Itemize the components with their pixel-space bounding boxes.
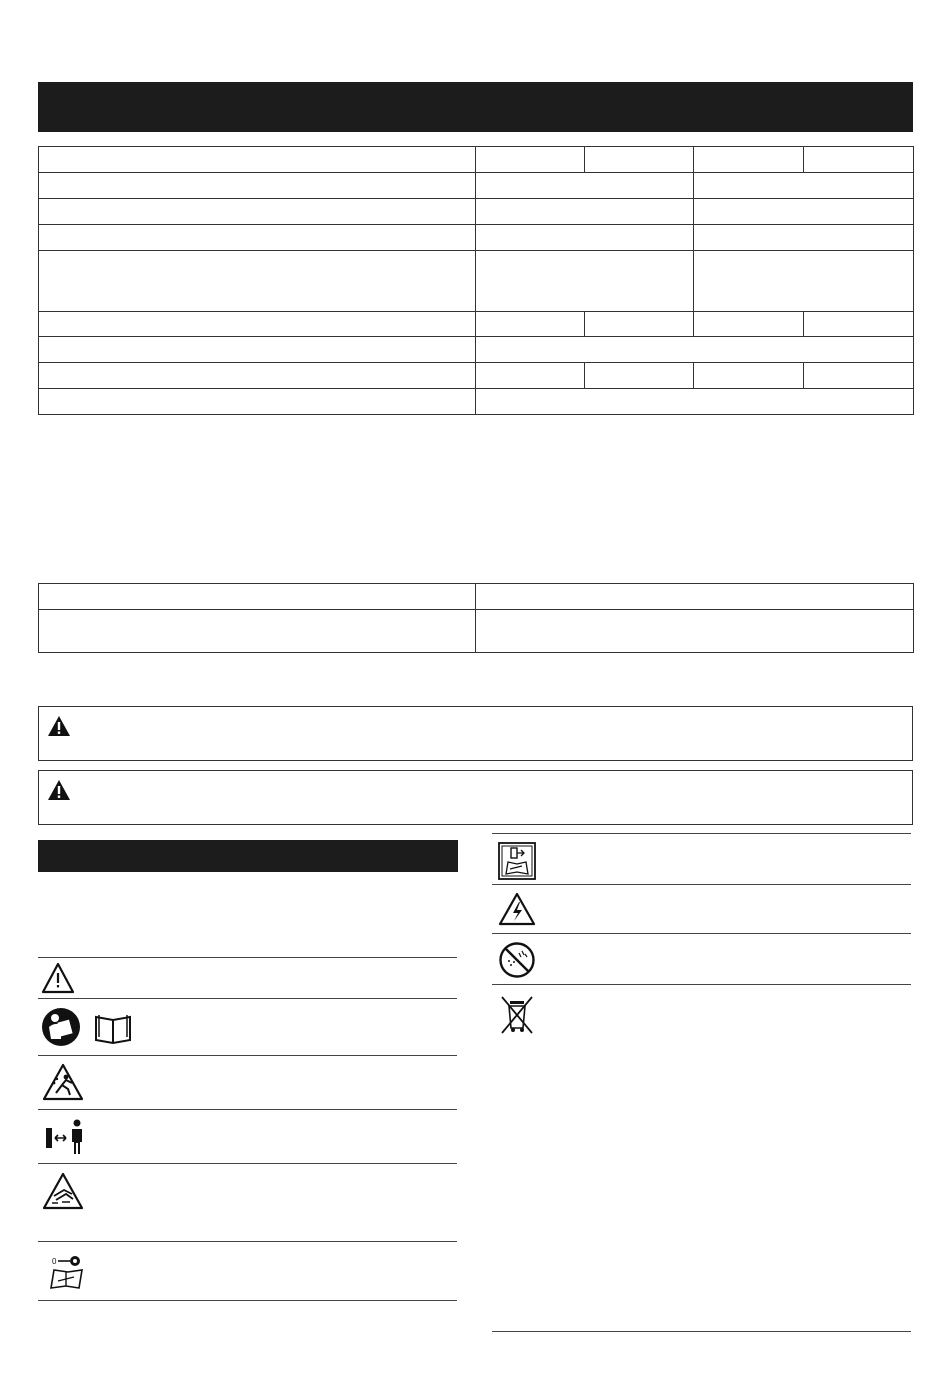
table-cell xyxy=(804,363,914,389)
divider xyxy=(492,1331,911,1332)
symbol-row xyxy=(492,934,911,984)
row-label xyxy=(39,584,476,610)
table-cell xyxy=(694,251,914,312)
divider xyxy=(38,1300,457,1301)
table-cell xyxy=(476,147,585,173)
table-cell xyxy=(694,147,804,173)
row-label xyxy=(39,610,476,653)
thrown-objects-hazard-icon xyxy=(42,1063,84,1101)
symbol-row xyxy=(38,1164,457,1241)
table-row xyxy=(39,147,914,173)
symbol-row xyxy=(38,999,457,1055)
caution-triangle-icon xyxy=(41,962,75,994)
row-label xyxy=(39,337,476,363)
remove-key-before-maintenance-icon xyxy=(48,1254,88,1290)
warning-triangle-icon xyxy=(47,715,71,737)
keep-distance-icon xyxy=(44,1118,88,1156)
symbol-row xyxy=(38,1110,457,1163)
row-label xyxy=(39,363,476,389)
electric-shock-warning-icon xyxy=(498,892,536,926)
table-cell xyxy=(476,199,694,225)
row-label xyxy=(39,173,476,199)
symbol-row xyxy=(38,1056,457,1109)
table-row xyxy=(39,389,914,415)
symbol-row xyxy=(492,985,911,1330)
table-cell xyxy=(694,363,804,389)
section-banner xyxy=(38,840,458,872)
table-row xyxy=(39,337,914,363)
row-label xyxy=(39,312,476,337)
table-cell xyxy=(476,584,914,610)
table-row xyxy=(39,312,914,337)
specification-table xyxy=(38,146,914,415)
table-row xyxy=(39,173,914,199)
header-banner xyxy=(38,82,913,132)
symbol-row xyxy=(492,885,911,933)
row-label xyxy=(39,389,476,415)
crossed-out-wheeled-bin-icon xyxy=(500,995,534,1035)
table-row xyxy=(39,251,914,312)
warning-box xyxy=(38,770,913,825)
table-row xyxy=(39,199,914,225)
table-cell xyxy=(694,173,914,199)
table-cell xyxy=(476,312,585,337)
symbol-row xyxy=(38,1242,457,1300)
table-cell xyxy=(585,312,694,337)
table-row xyxy=(39,584,914,610)
table-cell xyxy=(694,199,914,225)
table-cell xyxy=(476,337,914,363)
table-cell xyxy=(694,225,914,251)
read-manual-icon xyxy=(41,1007,133,1047)
warning-triangle-icon xyxy=(47,779,71,801)
table-cell xyxy=(694,312,804,337)
symbol-row xyxy=(38,958,457,998)
warning-box xyxy=(38,706,913,761)
disconnect-before-maintenance-icon xyxy=(498,842,536,880)
table-cell xyxy=(585,363,694,389)
row-label xyxy=(39,225,476,251)
table-row xyxy=(39,225,914,251)
table-cell xyxy=(476,251,694,312)
table-cell xyxy=(476,173,694,199)
table-row xyxy=(39,363,914,389)
table-cell xyxy=(476,363,585,389)
row-label xyxy=(39,199,476,225)
cutting-hazard-icon xyxy=(42,1172,84,1210)
secondary-table xyxy=(38,583,914,653)
table-cell xyxy=(476,225,694,251)
symbol-row xyxy=(492,834,911,884)
no-water-spray-icon xyxy=(498,941,536,979)
table-row xyxy=(39,610,914,653)
table-cell xyxy=(804,312,914,337)
row-label xyxy=(39,251,476,312)
svg-text:0: 0 xyxy=(52,1257,57,1266)
table-cell xyxy=(804,147,914,173)
table-cell xyxy=(585,147,694,173)
row-label xyxy=(39,147,476,173)
table-cell xyxy=(476,610,914,653)
table-cell xyxy=(476,389,914,415)
